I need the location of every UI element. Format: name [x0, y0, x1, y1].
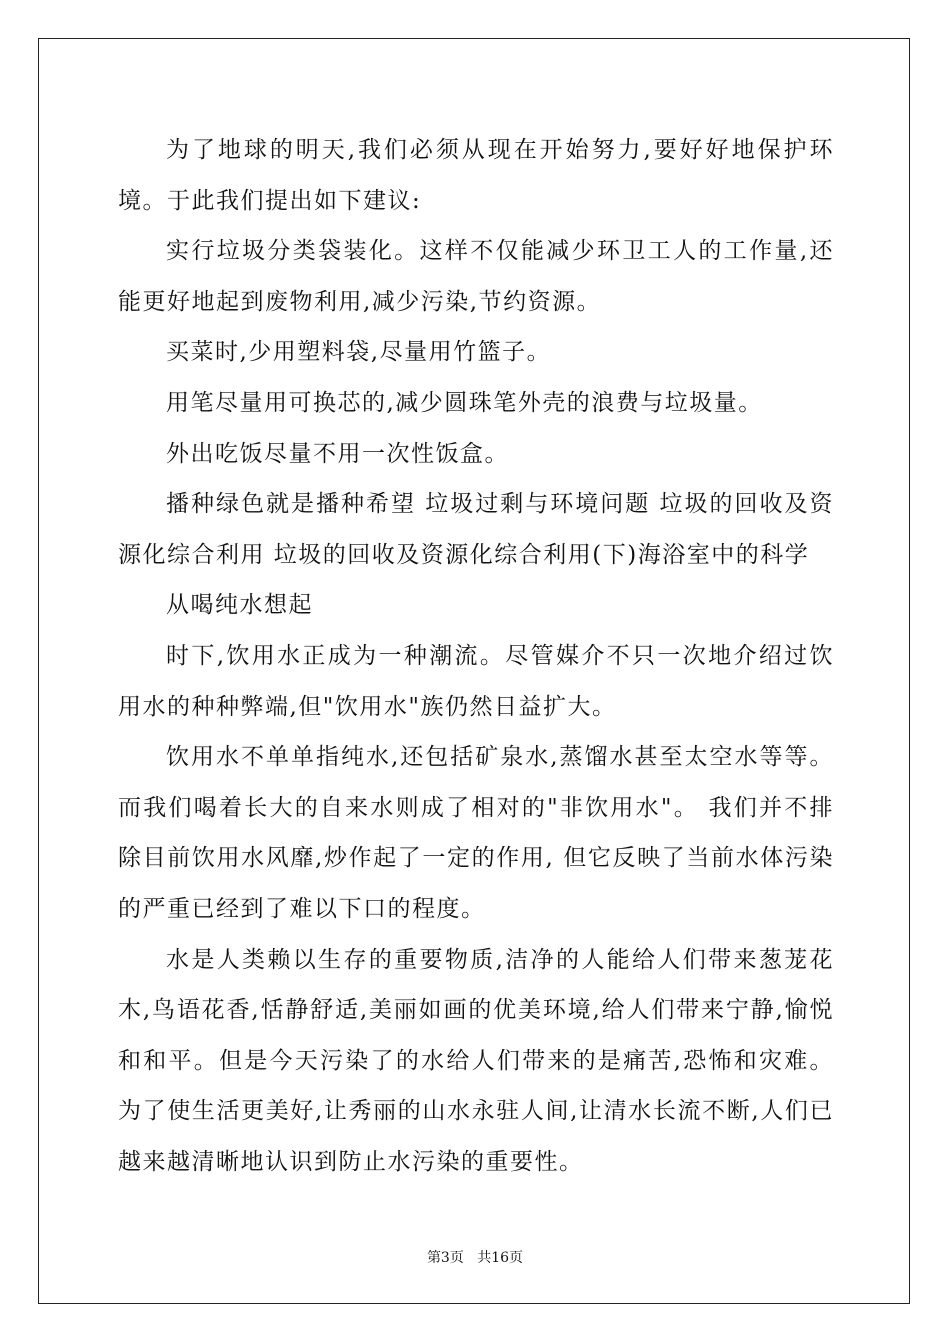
paragraph-water-importance: 水是人类赖以生存的重要物质,洁净的人能给人们带来葱茏花木,鸟语花香,恬静舒适,美丽如画的优美环境,给人们带来宁静,愉悦和和平。但是今天污染了的水给人们带来的是痛苦,恐怖和灾难。为了使生活更美好,让秀丽的山水永驻人间,让清水长流不断,人们已越来越清晰地认识到防止水污染的重要性。 — [118, 946, 834, 1175]
paragraph-drinking-water-trend: 时下,饮用水正成为一种潮流。尽管媒介不只一次地介绍过饮用水的种种弊端,但"饮用水"族仍然日益扩大。 — [118, 642, 834, 720]
paragraph-garbage-sorting: 实行垃圾分类袋装化。这样不仅能减少环卫工人的工作量,还能更好地起到废物利用,减少污染,节约资源。 — [118, 238, 834, 315]
paragraph-refill-pens: 用笔尽量用可换芯的,减少圆珠笔外壳的浪费与垃圾量。 — [166, 389, 763, 416]
section-heading-pure-water: 从喝纯水想起 — [166, 592, 313, 619]
paragraph-bamboo-basket: 买菜时,少用塑料袋,尽量用竹篮子。 — [166, 339, 552, 366]
page-total: 共16页 — [477, 1250, 524, 1266]
document-body — [118, 125, 834, 1187]
page-number: 第3页 — [426, 1250, 464, 1266]
paragraph-suggestions-intro: 为了地球的明天,我们必须从现在开始努力,要好好地保护环境。于此我们提出如下建议: — [118, 137, 834, 214]
page-footer — [0, 1247, 950, 1267]
paragraph-drinking-water-types: 饮用水不单单指纯水,还包括矿泉水,蒸馏水甚至太空水等等。而我们喝着长大的自来水则成了相对的"非饮用水"。 我们并不排除目前饮用水风靡,炒作起了一定的作用, 但它反映了当前水体污染的严重已经到了难以下口的程度。 — [118, 744, 834, 922]
paragraph-related-topics: 播种绿色就是播种希望 垃圾过剩与环境问题 垃圾的回收及资源化综合利用 垃圾的回收及资源化综合利用(下)海浴室中的科学 — [118, 491, 834, 568]
paragraph-lunch-box: 外出吃饭尽量不用一次性饭盒。 — [166, 440, 509, 467]
